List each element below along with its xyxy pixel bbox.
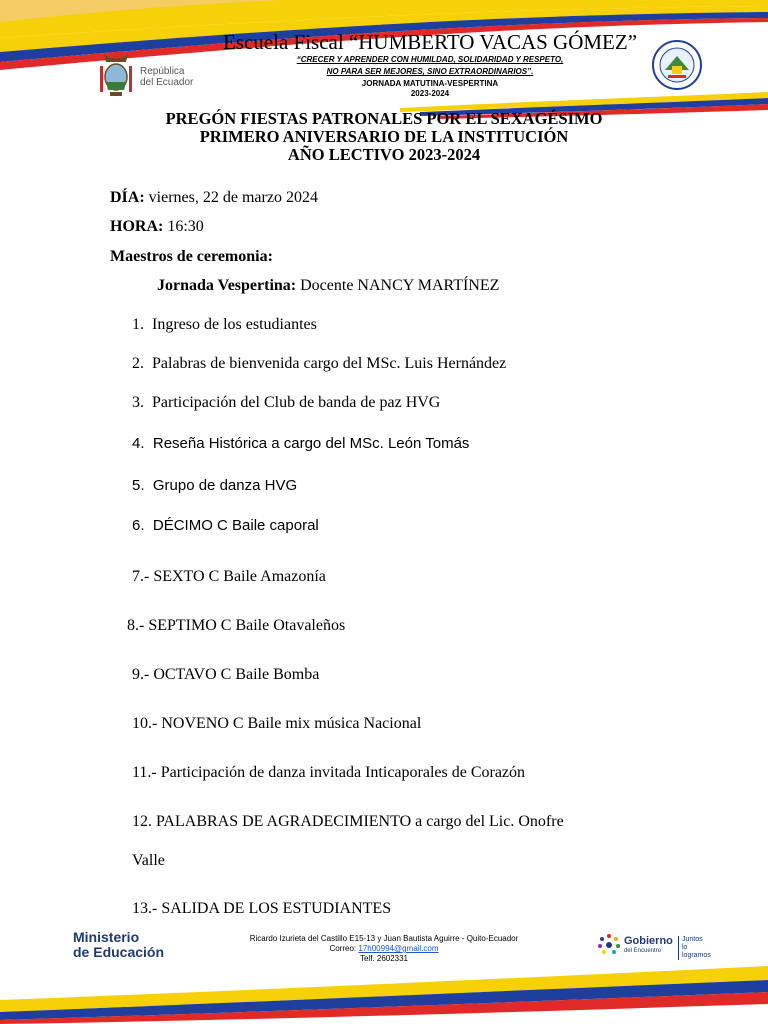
- footer-phone: Telf. 2602331: [359, 954, 409, 963]
- list-item: 9.- OCTAVO C Baile Bomba: [132, 666, 320, 683]
- ministry-line1: Ministerio: [73, 929, 140, 945]
- motto-line2: NO PARA SER MEJORES, SINO EXTRAORDINARIOS”.: [326, 67, 534, 76]
- gobierno-burst-icon: [596, 932, 622, 960]
- maestros-field: [110, 248, 273, 266]
- dia-label: DÍA:: [110, 189, 145, 206]
- list-item: Valle: [132, 852, 165, 869]
- list-item: 7.- SEXTO C Baile Amazonía: [132, 568, 326, 585]
- footer-address: Ricardo Izurieta del Castillo E15-13 y Juan Bautista Aguirre - Quito-Ecuador: [249, 934, 519, 943]
- list-item: 1. Ingreso de los estudiantes: [132, 316, 317, 333]
- ecuador-logo-line1: República: [140, 66, 185, 77]
- footer-email-row: [200, 944, 568, 954]
- title-line3: AÑO LECTIVO 2023-2024: [287, 145, 481, 164]
- list-item: 6. DÉCIMO C Baile caporal: [132, 517, 319, 534]
- gobierno-slogan: [678, 936, 716, 960]
- list-item: 12. PALABRAS DE AGRADECIMIENTO a cargo del Lic. Onofre: [132, 813, 564, 830]
- slogan-line2: lo logramos: [682, 944, 711, 959]
- maestros-label: Maestros de ceremonia:: [110, 248, 273, 265]
- jornada-vespertina-field: [157, 277, 499, 295]
- school-name: Escuela Fiscal “HUMBERTO VACAS GÓMEZ”: [222, 30, 638, 54]
- email-link[interactable]: 17h00994@gmail.com: [358, 944, 439, 953]
- email-label: Correo:: [329, 944, 357, 953]
- list-item: 11.- Participación de danza invitada Inticaporales de Corazón: [132, 764, 526, 781]
- list-item: 8.- SEPTIMO C Baile Otavaleños: [127, 617, 346, 634]
- coat-of-arms-icon: [96, 52, 136, 98]
- list-item: 2. Palabras de bienvenida cargo del MSc. Luis Hernández: [132, 355, 507, 372]
- list-item: 3. Participación del Club de banda de paz HVG: [132, 394, 441, 411]
- list-item: 13.- SALIDA DE LOS ESTUDIANTES: [132, 900, 392, 917]
- school-jornada: [190, 79, 670, 99]
- title-line2: PRIMERO ANIVERSARIO DE LA INSTITUCIÓN: [199, 127, 569, 146]
- list-item: 5. Grupo de danza HVG: [132, 477, 298, 494]
- year-line: 2023-2024: [410, 89, 450, 98]
- hora-value: 16:30: [167, 218, 204, 235]
- school-motto: [190, 54, 670, 78]
- jornada-line: JORNADA MATUTINA-VESPERTINA: [361, 79, 499, 88]
- ministerio-educacion-logo: [73, 930, 164, 960]
- school-seal-icon: [652, 40, 702, 90]
- list-item: 10.- NOVENO C Baile mix música Nacional: [132, 715, 422, 732]
- gobierno-line1: Gobierno: [624, 935, 673, 947]
- jornada-vespertina-value: Docente NANCY MARTÍNEZ: [300, 277, 500, 294]
- hora-label: HORA:: [110, 218, 164, 235]
- dia-value: viernes, 22 de marzo 2024: [148, 189, 318, 206]
- bottom-flag-ribbon: [0, 960, 768, 1024]
- ecuador-logo-line2: del Ecuador: [140, 77, 194, 88]
- gobierno-line2: del Encuentro: [624, 948, 662, 954]
- list-item: 4. Reseña Histórica a cargo del MSc. León Tomás: [132, 435, 470, 452]
- title-line1: PREGÓN FIESTAS PATRONALES POR EL SEXAGÉSIMO: [165, 109, 603, 128]
- motto-line1: “CRECER Y APRENDER CON HUMILDAD, SOLIDARIDAD Y RESPETO,: [296, 55, 564, 64]
- ministry-line2: de Educación: [73, 944, 165, 960]
- dia-field: [110, 189, 318, 207]
- document-title: [60, 110, 708, 164]
- slogan-line1: Juntos: [682, 936, 703, 943]
- jornada-vespertina-label: Jornada Vespertina:: [157, 277, 297, 294]
- ecuador-logo-text: [140, 66, 193, 88]
- hora-field: [110, 218, 204, 236]
